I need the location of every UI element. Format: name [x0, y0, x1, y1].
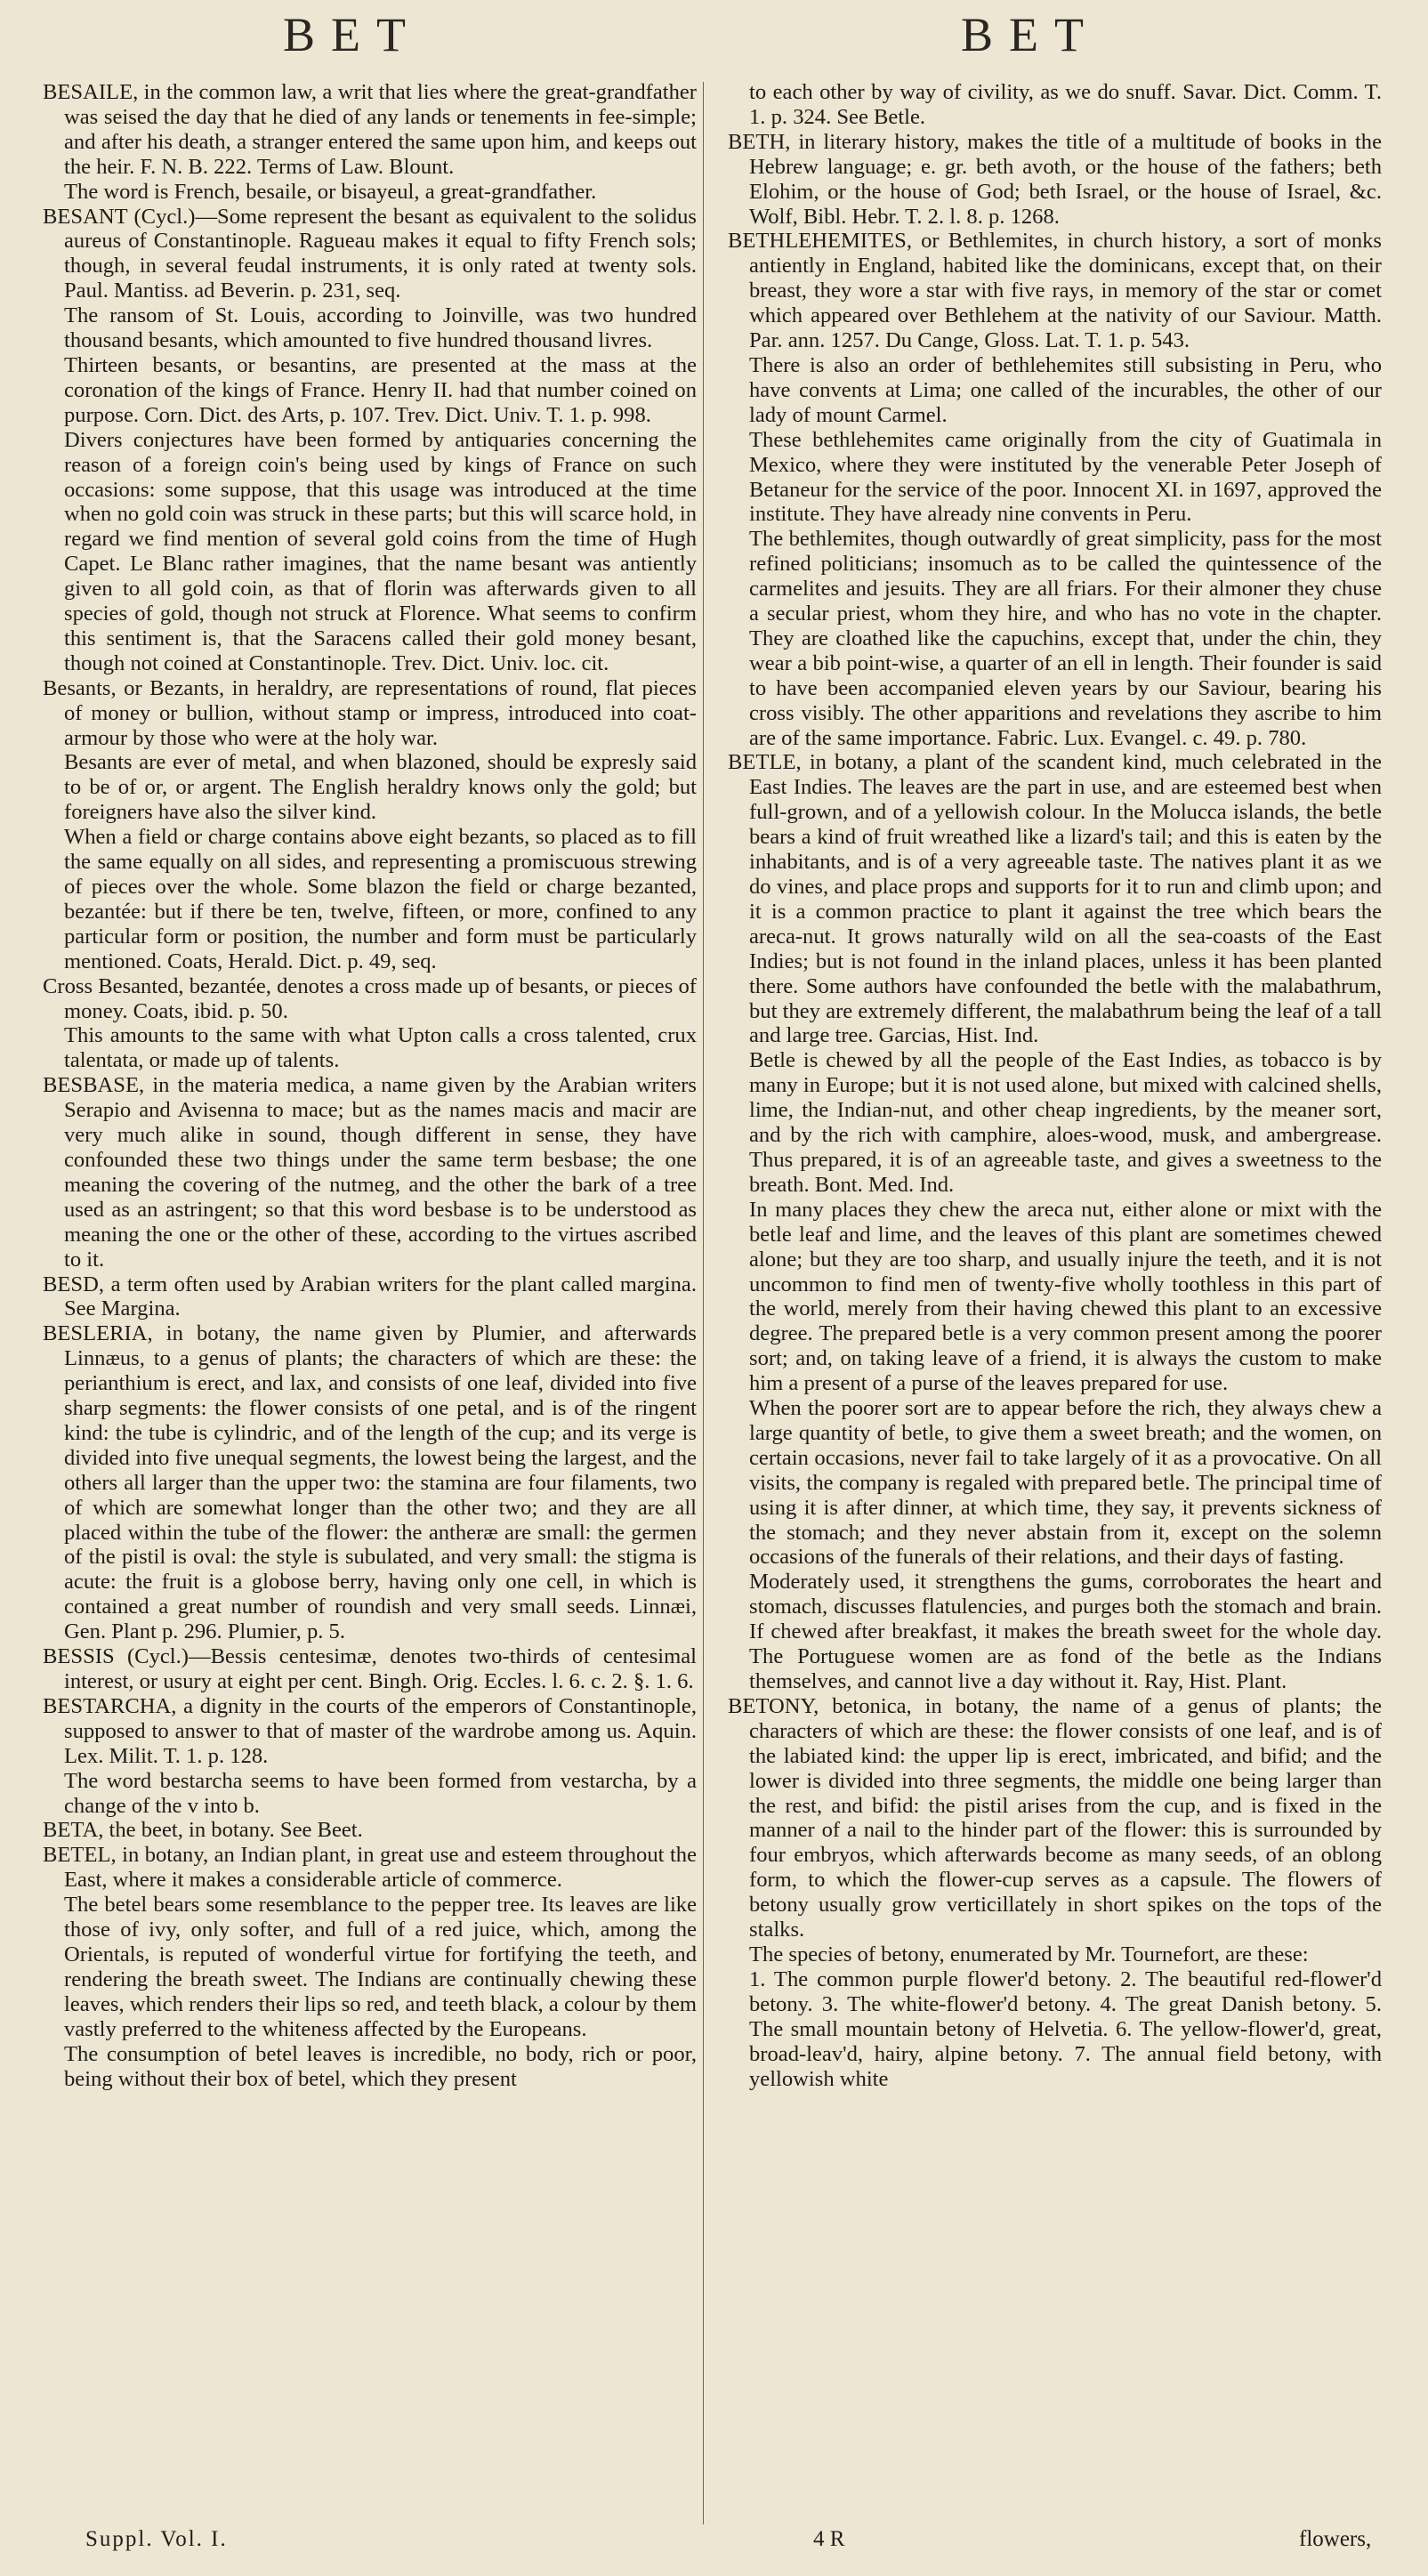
entry-paragraph: Divers conjectures have been formed by antiquaries concerning the reason of a foreign coin's being used by kings of France on such occasions: some suppose, that this usage was introduced at the time when no gold coin was struck in these parts; but this will scarce hold, in regard we find mention of several gold coins from the time of Hugh Capet. Le Blanc rather imagines, that the name besant was antiently given to all gold coin, as that of florin was afterwards given to all species of gold, though not struck at Florence. What seems to confirm this sentiment is, that the Saracens called their gold money besant, though not coined at Constantinople. Trev. Dict. Univ. loc. cit.: [64, 427, 697, 675]
entry-paragraph: The consumption of betel leaves is incredible, no body, rich or poor, being without their box of betel, which they present: [64, 2041, 697, 2091]
entry-paragraph: The ransom of St. Louis, according to Joinville, was two hundred thousand besants, which amounted to five hundred thousand livres.: [64, 303, 697, 353]
entry-paragraph: Thirteen besants, or besantins, are presented at the mass at the coronation of the kings of France. Henry II. had that number coined on purpose. Corn. Dict. des Arts, p. 107. Trev. Dict. Univ. T. 1. p. 998.: [64, 352, 697, 427]
entry-paragraph: to each other by way of civility, as we do snuff. Savar. Dict. Comm. T. 1. p. 324. See Betle.: [749, 80, 1382, 129]
running-head-left: BET: [283, 8, 422, 61]
left-column: [43, 80, 697, 2091]
entry-paragraph: 1. The common purple flower'd betony. 2. The beautiful red-flower'd betony. 3. The white-flower'd betony. 4. The great Danish betony. 5. The small mountain betony of Helvetia. 6. The yellow-flower'd, great, broad-leav'd, hairy, alpine betony. 7. The annual field betony, with yellowish white: [749, 1966, 1382, 2091]
entry-paragraph: The bethlemites, though outwardly of great simplicity, pass for the most refined politicians; insomuch as to be called the quintessence of the carmelites and jesuits. They are all friars. For their almoner they chuse a secular priest, whom they hire, and who has no vote in the chapter. They are cloathed like the capuchins, except that, under the chin, they wear a bib point-wise, a quarter of an ell in length. Their founder is said to have been accompanied eleven years by our Saviour, bearing his cross visibly. The other apparitions and revelations they ascribe to him are of the same importance. Fabric. Lux. Evangel. c. 49. p. 780.: [749, 527, 1382, 750]
dictionary-entry: Besants, or Bezants, in heraldry, are representations of round, flat pieces of money or bullion, without stamp or impress, introduced into coat-armour by those who were at the holy war.: [43, 675, 697, 750]
dictionary-entry: BETA, the beet, in botany. See Beet.: [43, 1818, 363, 1843]
entry-paragraph: This amounts to the same with what Upton calls a cross talented, crux talentata, or made up of talents.: [64, 1023, 697, 1073]
dictionary-entry: BETHLEHEMITES, or Bethlemites, in church history, a sort of monks antiently in England, habited like the dominicans, except that, on their breast, they wore a star with five rays, in memory of the star or comet which appeared over Bethlehem at the nativity of our Saviour. Matth. Par. ann. 1257. Du Cange, Gloss. Lat. T. 1. p. 543.: [728, 229, 1382, 353]
entry-paragraph: Besants are ever of metal, and when blazoned, should be expresly said to be of or, or argent. The English heraldry knows only the gold; but foreigners have also the silver kind.: [64, 750, 697, 825]
entry-paragraph: The word bestarcha seems to have been formed from vestarcha, by a change of the v into b.: [64, 1768, 697, 1818]
dictionary-entry: BESLERIA, in botany, the name given by Plumier, and afterwards Linnæus, to a genus of plants; the characters of which are these: the perianthium is erect, and lax, and consists of one leaf, divided into five sharp segments: the flower consists of one petal, and is of the ringent kind: the tube is cylindric, and of the length of the cup; and its verge is divided into five unequal segments, the lowest being the largest, and the others all larger than the upper two: the stamina are four filaments, two of which are somewhat longer than the other two; and they are all placed within the tube of the flower: the antheræ are small: the germen of the pistil is oval: the style is subulated, and very small: the stigma is acute: the fruit is a globose berry, having only one cell, in which is contained a great number of roundish and very small seeds. Linnæi, Gen. Plant p. 296. Plumier, p. 5.: [43, 1321, 697, 1644]
footer-signature: 4 R: [813, 2527, 845, 2551]
entry-paragraph: Betle is chewed by all the people of the East Indies, as tobacco is by many in Europe; but it is not used alone, but mixed with calcined shells, lime, the Indian-nut, and other cheap ingredients, by the meaner sort, and by the rich with camphire, aloes-wood, musk, and ambergrease. Thus prepared, it is of an agreeable taste, and gives a sweetness to the breath. Bont. Med. Ind.: [749, 1048, 1382, 1197]
running-head-right: BET: [961, 8, 1100, 61]
dictionary-entry: BESAILE, in the common law, a writ that lies where the great-grandfather was seised the day that he died of any lands or tenements in fee-simple; and after his death, a stranger entered the same upon him, and keeps out the heir. F. N. B. 222. Terms of Law. Blount.: [43, 80, 697, 179]
entry-paragraph: In many places they chew the areca nut, either alone or mixt with the betle leaf and lime, and the leaves of this plant are sometimes chewed alone; but they are too sharp, and usually injure the teeth, and it is not uncommon to find men of twenty-five wholly toothless in this part of the world, merely from their having chewed this plant to an excessive degree. The prepared betle is a very common present among the poorer sort; and, on taking leave of a friend, it is always the custom to make him a present of a purse of the leaves prepared for use.: [749, 1197, 1382, 1396]
entry-paragraph: Moderately used, it strengthens the gums, corroborates the heart and stomach, discusses flatulencies, and purges both the stomach and brain. If chewed after breakfast, it makes the breath sweet for the whole day. The Portuguese women are as fond of the betle as the Indians themselves, and cannot live a day without it. Ray, Hist. Plant.: [749, 1570, 1382, 1693]
dictionary-entry: BESSIS (Cycl.)—Bessis centesimæ, denotes two-thirds of centesimal interest, or usury at eight per cent. Bingh. Orig. Eccles. l. 6. c. 2. §. 1. 6.: [43, 1644, 697, 1693]
column-divider: [703, 82, 704, 2524]
entry-paragraph: The betel bears some resemblance to the pepper tree. Its leaves are like those of ivy, only softer, and full of a red juice, which, among the Orientals, is reputed of wonderful virtue for fortifying the teeth, and rendering the breath sweet. The Indians are continually chewing these leaves, which renders their lips so red, and teeth black, a colour by them vastly preferred to the whiteness affected by the Europeans.: [64, 1893, 697, 2041]
dictionary-entry: BETONY, betonica, in botany, the name of a genus of plants; the characters of which are these: the flower consists of one leaf, and is of the labiated kind: the upper lip is erect, imbricated, and bifid; and the lower is divided into three segments, the middle one being larger than the rest, and bifid: the pistil arises from the cup, and is fixed in the manner of a nail to the hinder part of the flower: this is surrounded by four embryos, which afterwards become as many seeds, of an oblong form, to which the flower-cup serves as a capsule. The flowers of betony usually grow verticillately in short spikes on the tops of the stalks.: [728, 1693, 1382, 1942]
dictionary-entry: BESBASE, in the materia medica, a name given by the Arabian writers Serapio and Avisenna to mace; but as the names macis and macir are very much alike in sound, though different in sense, they have confounded these two things under the same term besbase; the one meaning the covering of the nutmeg, and the other the bark of a tree used as an astringent; so that this word besbase is to be understood as meaning the one or the other of these, according to the virtues ascribed to it.: [43, 1073, 697, 1272]
entry-paragraph: These bethlehemites came originally from the city of Guatimala in Mexico, where they were instituted by the venerable Peter Joseph of Betaneur for the service of the poor. Innocent XI. in 1697, approved the institute. They have already nine convents in Peru.: [749, 427, 1382, 527]
entry-paragraph: The word is French, besaile, or bisayeul, a great-grandfather.: [64, 179, 597, 204]
footer-catchword: flowers,: [1299, 2527, 1372, 2551]
dictionary-entry: Cross Besanted, bezantée, denotes a cross made up of besants, or pieces of money. Coats, ibid. p. 50.: [43, 973, 697, 1023]
entry-paragraph: When a field or charge contains above eight bezants, so placed as to fill the same equally on all sides, and representing a promiscuous strewing of pieces over the whole. Some blazon the field or charge bezanted, bezantée: but if there be ten, twelve, fifteen, or more, confined to any particular form or position, the number and form must be particularly mentioned. Coats, Herald. Dict. p. 49, seq.: [64, 825, 697, 973]
dictionary-entry: BETEL, in botany, an Indian plant, in great use and esteem throughout the East, where it makes a considerable article of commerce.: [43, 1843, 697, 1893]
dictionary-entry: BESTARCHA, a dignity in the courts of the emperors of Constantinople, supposed to answer to that of master of the wardrobe among us. Aquin. Lex. Milit. T. 1. p. 128.: [43, 1693, 697, 1768]
footer-volume: Suppl. Vol. I.: [85, 2527, 228, 2551]
entry-paragraph: There is also an order of bethlehemites still subsisting in Peru, who have convents at Lima; one called of the incurables, the other of our lady of mount Carmel.: [749, 352, 1382, 427]
entry-paragraph: When the poorer sort are to appear before the rich, they always chew a large quantity of betle, to give them a sweet breath; and the women, on certain occasions, never fail to take largely of it as a provocative. On all visits, the company is regaled with prepared betle. The principal time of using it is after dinner, at which time, they say, it prevents sickness of the stomach; and they never abstain from it, except on the solemn occasions of the funerals of their relations, and their days of fasting.: [749, 1396, 1382, 1570]
dictionary-entry: BETH, in literary history, makes the title of a multitude of books in the Hebrew language; e. gr. beth avoth, or the house of the fathers; beth Elohim, or the house of God; beth Israel, or the house of Israel, &c. Wolf, Bibl. Hebr. T. 2. l. 8. p. 1268.: [728, 129, 1382, 229]
dictionary-entry: BESD, a term often used by Arabian writers for the plant called margina. See Margina.: [43, 1272, 697, 1321]
entry-paragraph: The species of betony, enumerated by Mr. Tournefort, are these:: [749, 1942, 1309, 1966]
right-column: [728, 80, 1382, 2091]
dictionary-entry: BESANT (Cycl.)—Some represent the besant as equivalent to the solidus aureus of Constantinople. Ragueau makes it equal to fifty French sols; though, in several feudal instruments, it is only rated at twenty sols. Paul. Mantiss. ad Beverin. p. 231, seq.: [43, 204, 697, 303]
dictionary-entry: BETLE, in botany, a plant of the scandent kind, much celebrated in the East Indies. The leaves are the part in use, and are esteemed best when full-grown, and of a yellowish colour. In the Molucca islands, the betle bears a kind of fruit wreathed like a lizard's tail; and this is eaten by the inhabitants, and is of a very agreeable taste. The natives plant it as we do vines, and place props and supports for it to run and climb upon; and it is a common practice to plant it against the tree which bears the areca-nut. It grows naturally wild on all the sea-coasts of the East Indies; but is not found in the inland places, unless it has been planted there. Some authors have confounded the betle with the malabathrum, but they are extremely different, the malabathrum being the leaf of a tall and large tree. Garcias, Hist. Ind.: [728, 750, 1382, 1048]
